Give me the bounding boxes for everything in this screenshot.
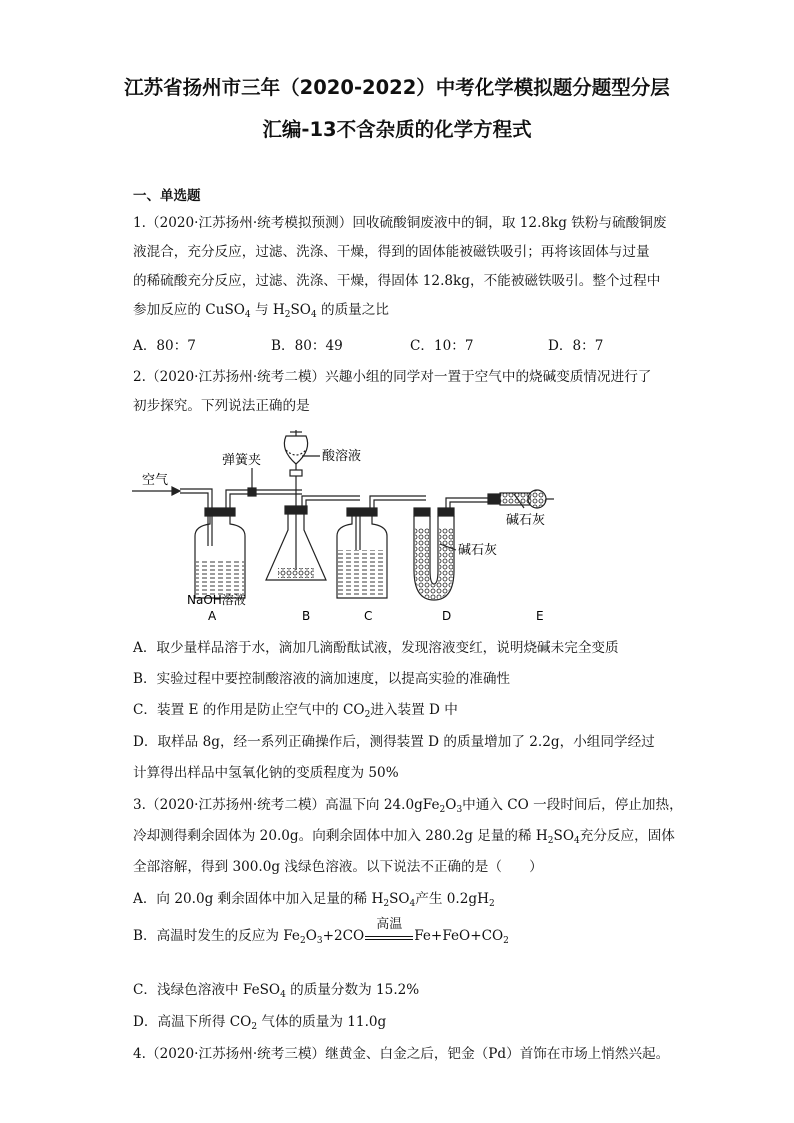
q1-option-d: D．8：7 <box>548 338 604 354</box>
q2-option-d-line1: D．取样品 8g，经一系列正确操作后，测得装置 D 的质量增加了 2.2g，小组同学经过 <box>133 734 655 750</box>
separatory-funnel <box>284 430 307 570</box>
experiment-apparatus-diagram <box>130 420 570 630</box>
q1-stem-line1: 1.（2020·江苏扬州·统考模拟预测）回收硫酸铜废液中的铜，取 12.8kg 铁粉与硫酸铜废 <box>133 215 667 231</box>
q1-option-b: B．80：49 <box>271 338 343 354</box>
q3-option-b: B．高温时发生的反应为 $Fe_2O_3+2CO$ 高温 $Fe+FeO+CO_2$ <box>133 917 509 946</box>
spring-clamp-icon <box>248 468 256 496</box>
q1-stem-line3: 的稀硫酸充分反应，过滤、洗涤、干燥，得固体 12.8kg，不能被磁铁吸引。整个过程中 <box>133 273 661 289</box>
label-lime-d: 碱石灰 <box>458 543 498 558</box>
document-title-line2: 汇编-13不含杂质的化学方程式 <box>262 118 532 141</box>
q3-option-c: C．浅绿色溶液中 FeSO$_4$ 的质量分数为 15.2% <box>133 982 420 1000</box>
q2-stem-line2: 初步探究。下列说法正确的是 <box>133 398 310 414</box>
q3-option-d: D．高温下所得 $CO_2$ 气体的质量为 11.0g <box>133 1014 387 1032</box>
q1-option-a: A．80：7 <box>133 338 196 354</box>
q1-stem-line2: 液混合，充分反应，过滤、洗涤、干燥，得到的固体能被磁铁吸引；再将该固体与过量 <box>133 244 650 260</box>
label-air: 空气 <box>142 473 169 488</box>
reaction-condition-arrow: 高温 <box>365 930 413 940</box>
q4-stem-line1: 4.（2020·江苏扬州·统考三模）继黄金、白金之后，钯金（Pd）首饰在市场上悄然兴起。 <box>133 1046 670 1062</box>
q2-option-b: B．实验过程中要控制酸溶液的滴加速度，以提高实验的准确性 <box>133 671 511 687</box>
label-clamp: 弹簧夹 <box>222 453 262 468</box>
bottle-c <box>337 496 426 598</box>
label-acid: 酸溶液 <box>322 449 362 464</box>
section-heading-single-choice: 一、单选题 <box>133 188 201 204</box>
q3-stem-line3: 全部溶解，得到 300.0g 浅绿色溶液。以下说法不正确的是（ ） <box>133 859 543 875</box>
q2-option-a: A．取少量样品溶于水，滴加几滴酚酞试液，发现溶液变红，说明烧碱未完全变质 <box>133 640 619 656</box>
q3-stem-line2: 冷却测得剩余固体为 20.0g。向剩余固体中加入 280.2g 足量的稀 $H_2SO_4$充分反应，固体 <box>133 828 675 846</box>
q2-option-c: C．装置 E 的作用是防止空气中的 $CO_2$进入装置 D 中 <box>133 702 458 720</box>
label-e: E <box>536 609 544 623</box>
label-c: C <box>364 609 373 623</box>
label-naoh: NaOH溶液 <box>187 593 246 607</box>
document-title-line1: 江苏省扬州市三年（2020-2022）中考化学模拟题分题型分层 <box>124 76 670 99</box>
label-b: B <box>302 609 311 623</box>
label-lime-e: 碱石灰 <box>506 513 546 528</box>
q2-option-d-line2: 计算得出样品中氢氧化钠的变质程度为 50% <box>133 765 399 781</box>
q1-stem-line4: 参加反应的 CuSO$_4$ 与 $H_2SO_4$ 的质量之比 <box>133 302 389 320</box>
q2-stem-line1: 2.（2020·江苏扬州·统考二模）兴趣小组的同学对一置于空气中的烧碱变质情况进行了 <box>133 369 652 385</box>
label-d: D <box>442 609 452 623</box>
drying-tube-e <box>488 490 554 508</box>
label-a: A <box>208 609 217 623</box>
q3-option-a: A．向 20.0g 剩余固体中加入足量的稀 $H_2SO_4$产生 $0.2gH_2$ <box>133 891 495 909</box>
q3-stem-line1: 3.（2020·江苏扬州·统考二模）高温下向 $24.0gFe_2O_3$中通入 CO 一段时间后，停止加热， <box>133 797 683 815</box>
q1-option-c: C．10：7 <box>410 338 474 354</box>
